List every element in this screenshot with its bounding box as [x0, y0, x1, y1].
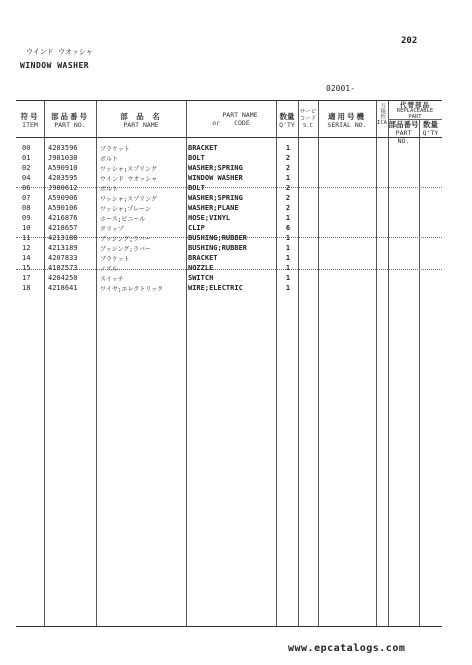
quantity: 2: [285, 184, 291, 192]
part-name: BOLT: [188, 154, 205, 162]
header-item: 符号 ITEM: [20, 112, 40, 129]
part-name-japanese: ワッシャ;プレーン: [100, 206, 151, 213]
item-number: 01: [22, 154, 31, 162]
item-number: 12: [22, 244, 31, 252]
header-part-name: 部 品 名 PART NAME: [120, 112, 162, 129]
quantity: 1: [285, 244, 291, 252]
page-title: WINDOW WASHER: [20, 61, 90, 70]
quantity: 1: [285, 284, 291, 292]
item-number: 17: [22, 274, 31, 282]
header-service-code: サービ コード S.C: [299, 109, 317, 129]
header-ica: 互換性 ICA: [377, 103, 387, 126]
item-number: 04: [22, 174, 31, 182]
part-name: BOLT: [188, 184, 205, 192]
item-number: 14: [22, 254, 31, 262]
part-name-japanese: ワッシャ;スプリング: [100, 196, 157, 203]
part-number: 4213188: [48, 234, 78, 242]
part-name-japanese: ワッシャ;スプリング: [100, 166, 157, 173]
part-name: BRACKET: [188, 144, 218, 152]
part-name-japanese: ボルト: [100, 156, 119, 163]
item-number: 15: [22, 264, 31, 272]
quantity: 2: [285, 164, 291, 172]
part-name-japanese: ブラケット: [100, 146, 130, 153]
quantity: 1: [285, 274, 291, 282]
table-row: [16, 284, 442, 295]
part-number: 4216876: [48, 214, 78, 222]
part-name-japanese: ボルト: [100, 186, 119, 193]
footer-watermark: www.epcatalogs.com: [288, 643, 406, 654]
part-name: HOSE;VINYL: [188, 214, 231, 222]
part-name-japanese: ブッシング;ラバー: [100, 246, 151, 253]
quantity: 1: [285, 174, 291, 182]
item-number: 07: [22, 194, 31, 202]
part-name: WIRE;ELECTRIC: [188, 284, 243, 292]
part-number: 4218641: [48, 284, 78, 292]
part-number: 4107573: [48, 264, 78, 272]
header-replaceable-part: 代替部品 REPLACEABLE PART: [396, 101, 434, 120]
quantity: 1: [285, 254, 291, 262]
part-number: 4213189: [48, 244, 78, 252]
item-number: 06: [22, 184, 31, 192]
part-name: BUSHING;RUBBER: [188, 234, 248, 242]
header-serial-no: 適用号機 SERIAL NO.: [327, 112, 367, 129]
item-number: 10: [22, 224, 31, 232]
part-number: 4203595: [48, 174, 78, 182]
part-name: WASHER;SPRING: [188, 164, 243, 172]
part-name: WASHER;PLANE: [188, 204, 239, 212]
header-replaceable-part-no: 部品番号 PART NO.: [388, 120, 419, 145]
part-name: SWITCH: [188, 274, 214, 282]
part-name-japanese: ホース;ビニール: [100, 216, 146, 223]
part-name-japanese: スイッチ: [100, 276, 124, 283]
part-name: WINDOW WASHER: [188, 174, 243, 182]
part-number: A590106: [48, 204, 78, 212]
part-number: J901030: [48, 154, 78, 162]
part-name-japanese: クリップ: [100, 226, 124, 233]
item-number: 08: [22, 204, 31, 212]
header-replaceable-qty: 数量 Q'TY: [422, 120, 439, 137]
part-number: 4207833: [48, 254, 78, 262]
quantity: 1: [285, 144, 291, 152]
parts-table: [16, 100, 442, 627]
part-name: BUSHING;RUBBER: [188, 244, 248, 252]
part-name-japanese: ブラケット: [100, 256, 130, 263]
part-name-japanese: ワイヤ;エレクトリック: [100, 286, 164, 293]
quantity: 1: [285, 234, 291, 242]
item-number: 09: [22, 214, 31, 222]
header-rule: [16, 137, 442, 138]
section-code: 02001-: [326, 84, 355, 93]
quantity: 2: [285, 194, 291, 202]
part-number: 4204250: [48, 274, 78, 282]
part-name: WASHER;SPRING: [188, 194, 243, 202]
header-part-no: 部品番号 PART NO.: [51, 112, 89, 129]
item-number: 02: [22, 164, 31, 172]
quantity: 2: [285, 154, 291, 162]
part-name-japanese: ウインド ウオッシャ: [100, 176, 158, 183]
part-number: A590910: [48, 164, 78, 172]
part-name: BRACKET: [188, 254, 218, 262]
header-qty: 数量 Q'TY: [279, 112, 295, 129]
part-number: J900612: [48, 184, 78, 192]
quantity: 6: [285, 224, 291, 232]
item-number: 00: [22, 144, 31, 152]
title-japanese: ウインド ウオッシャ: [26, 48, 93, 56]
page-number: 202: [401, 36, 418, 46]
part-name: CLIP: [188, 224, 205, 232]
item-number: 18: [22, 284, 31, 292]
item-number: 11: [22, 234, 31, 242]
part-number: 4218657: [48, 224, 78, 232]
quantity: 1: [285, 264, 291, 272]
part-name-japanese: ノズル: [100, 266, 118, 273]
part-number: A590906: [48, 194, 78, 202]
header-partname-code: PART NAME or CODE: [212, 111, 258, 127]
part-name-japanese: ブッシング;ラバー: [100, 236, 151, 243]
part-name: NOZZLE: [188, 264, 214, 272]
quantity: 2: [285, 204, 291, 212]
quantity: 1: [285, 214, 291, 222]
part-number: 4203596: [48, 144, 78, 152]
